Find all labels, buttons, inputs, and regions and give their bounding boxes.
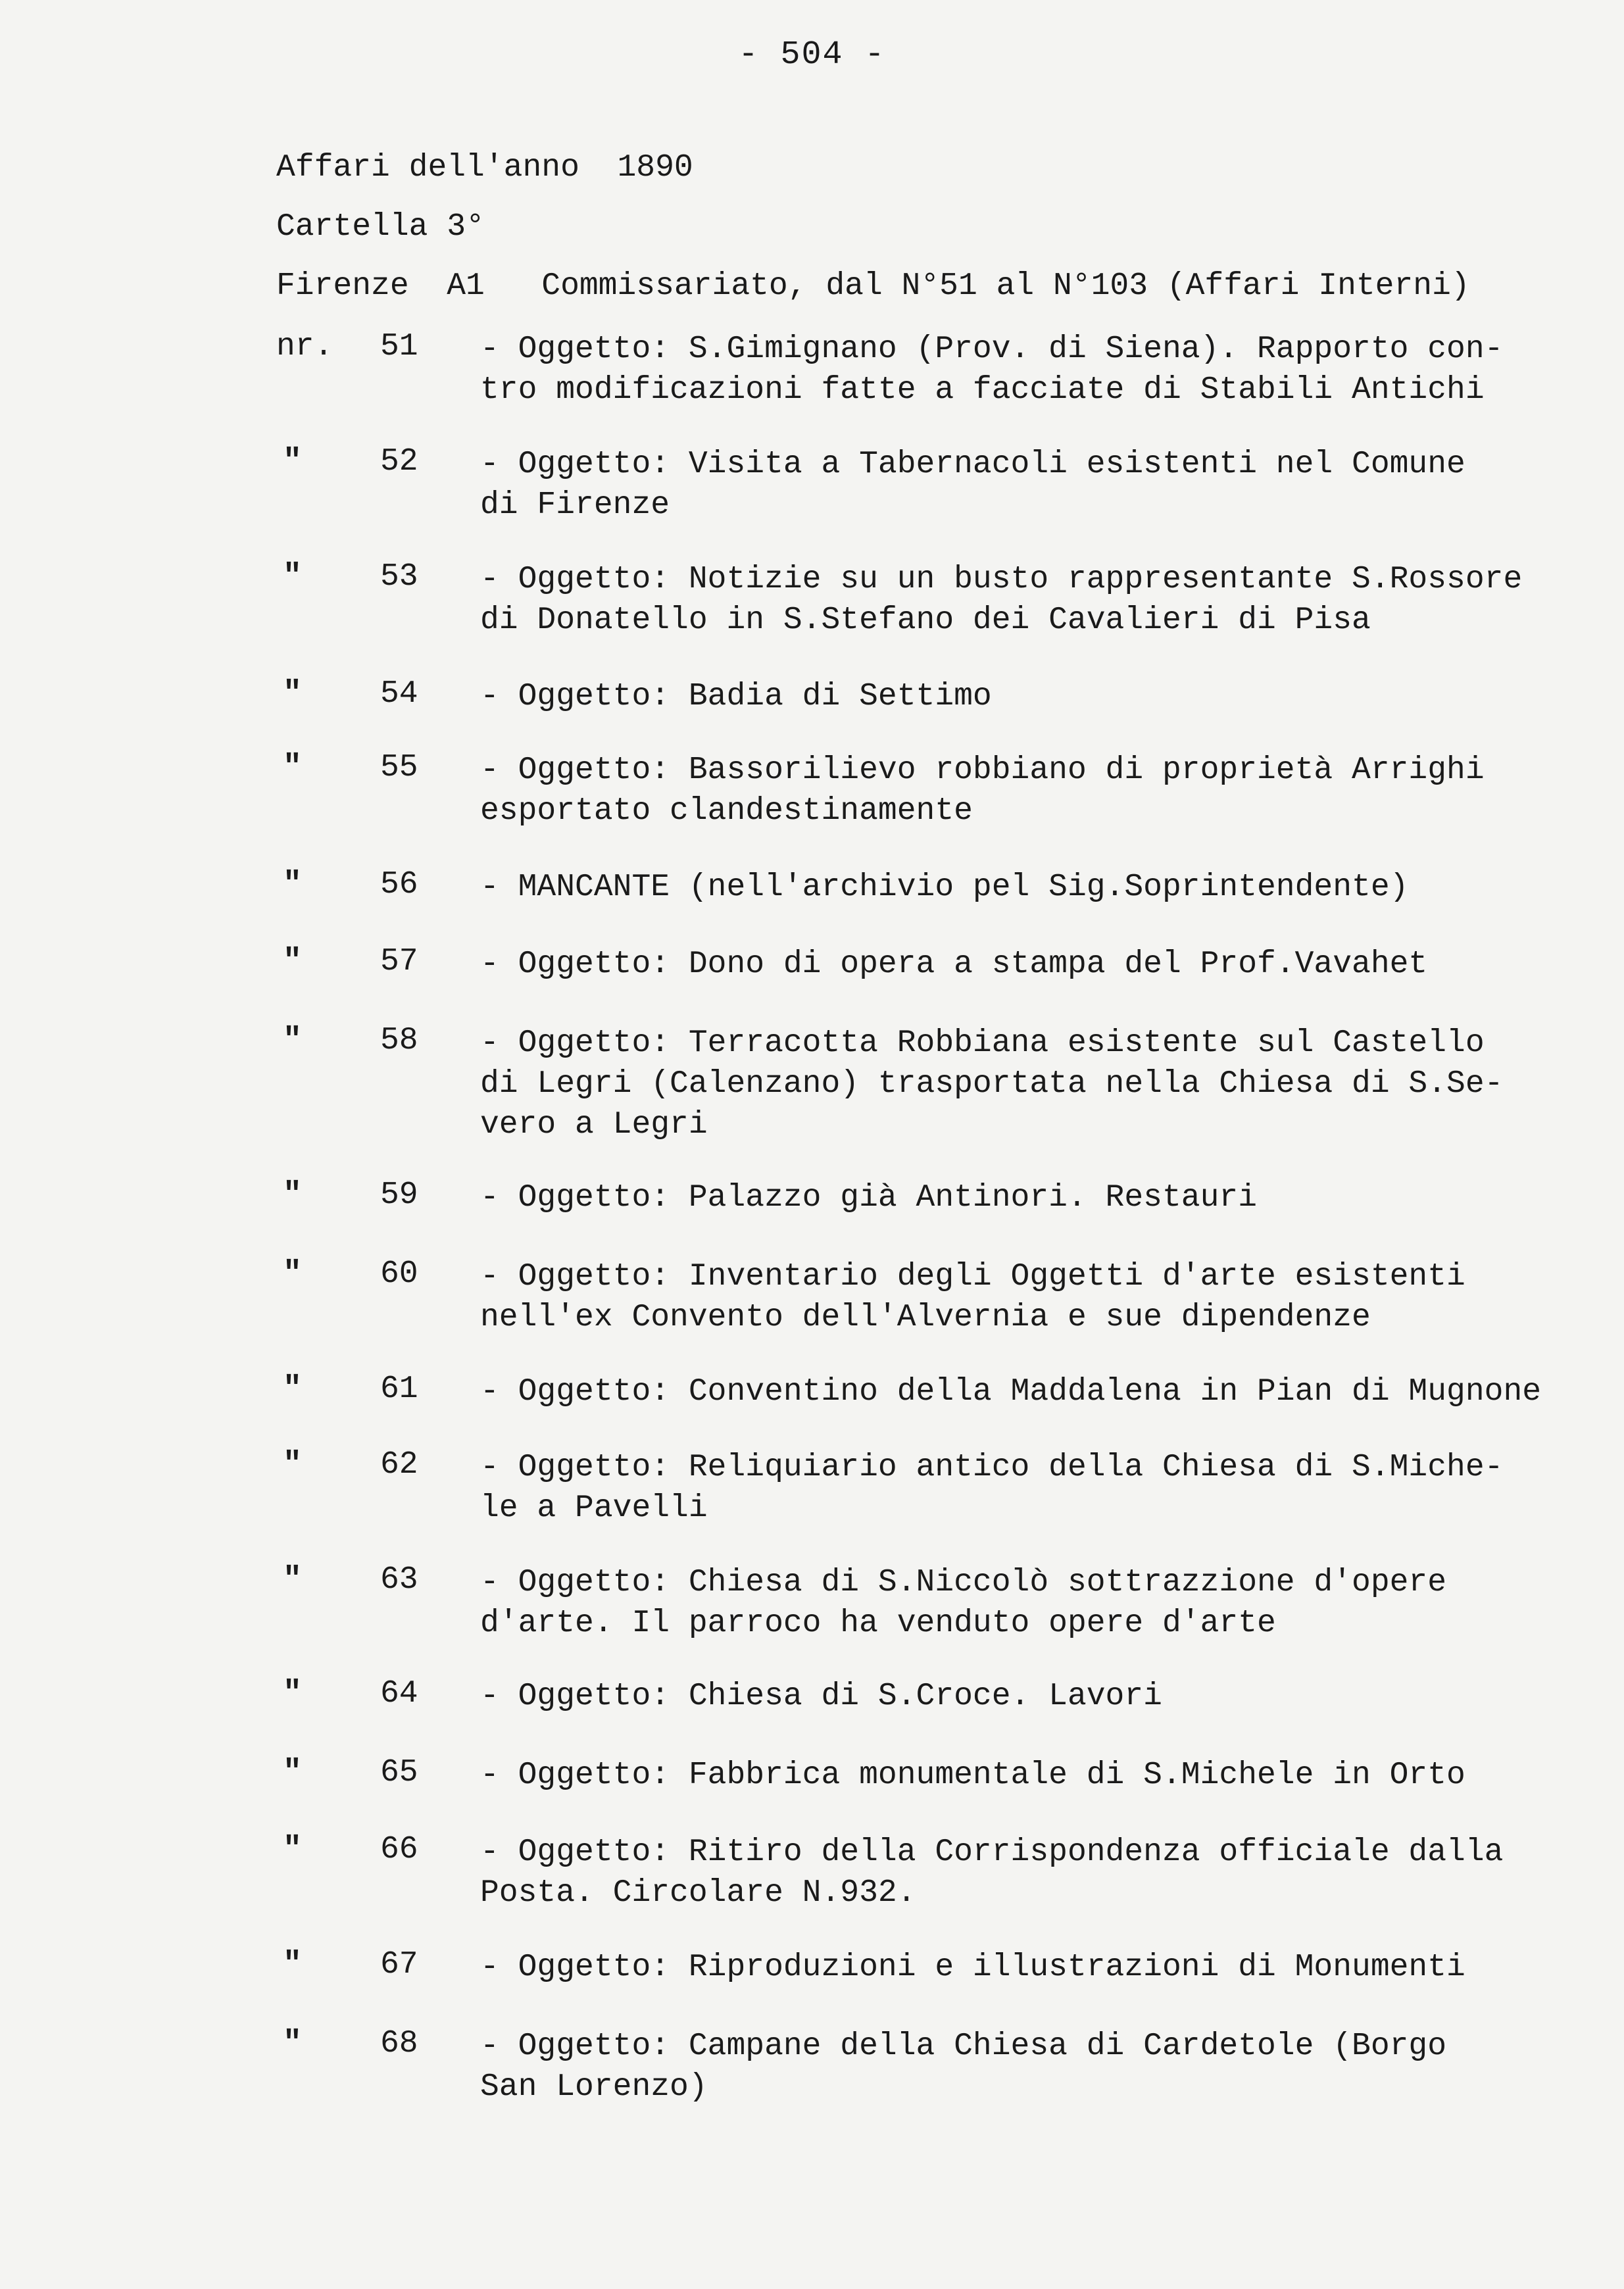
entry-number: 56 <box>380 867 418 902</box>
entry-subject: - Oggetto: Dono di opera a stampa del Prof.Vavahet <box>480 947 1428 982</box>
entry-number: 63 <box>380 1562 418 1598</box>
page-number: - 504 - <box>738 36 886 74</box>
entry-ditto-mark: nr. <box>276 329 333 364</box>
entry-number: 60 <box>380 1256 418 1292</box>
entry-ditto-mark: " <box>283 1755 302 1790</box>
entry-subject: - Oggetto: Reliquiario antico della Chiesa di S.Miche- le a Pavelli <box>480 1450 1504 1526</box>
entry-number: 52 <box>380 444 418 480</box>
entry-ditto-mark: " <box>283 1371 302 1407</box>
entry-number: 54 <box>380 676 418 712</box>
entry-ditto-mark: " <box>283 444 302 480</box>
entry-subject: - Oggetto: Bassorilievo robbiano di proprietà Arrighi esportato clandestinamente <box>480 752 1485 829</box>
entry-subject: - Oggetto: Visita a Tabernacoli esistenti nel Comune di Firenze <box>480 447 1465 523</box>
entry-subject: - Oggetto: Terracotta Robbiana esistente sul Castello di Legri (Calenzano) trasportata nella Chiesa di S.Se- vero a Legri <box>480 1025 1504 1143</box>
entry-number: 61 <box>380 1371 418 1407</box>
entry-number: 53 <box>380 559 418 595</box>
entry-number: 55 <box>380 750 418 785</box>
entry-subject: - Oggetto: Campane della Chiesa di Cardetole (Borgo San Lorenzo) <box>480 2029 1447 2105</box>
entry-ditto-mark: " <box>283 2026 302 2061</box>
entry-ditto-mark: " <box>283 1947 302 1982</box>
entry-ditto-mark: " <box>283 1562 302 1598</box>
entry-subject: - Oggetto: Chiesa di S.Niccolò sottrazzione d'opere d'arte. Il parroco ha venduto opere d'arte <box>480 1565 1447 1641</box>
entry-number: 64 <box>380 1676 418 1711</box>
entry-ditto-mark: " <box>283 1177 302 1213</box>
entry-subject: - Oggetto: Chiesa di S.Croce. Lavori <box>480 1679 1162 1714</box>
entry-number: 66 <box>380 1832 418 1867</box>
entry-subject: - Oggetto: S.Gimignano (Prov. di Siena). Rapporto con- tro modificazioni fatte a facciate di Stabili Antichi <box>480 332 1504 408</box>
entry-ditto-mark: " <box>283 750 302 785</box>
entry-subject: - Oggetto: Inventario degli Oggetti d'arte esistenti nell'ex Convento dell'Alvernia e sue dipendenze <box>480 1259 1465 1335</box>
entry-ditto-mark: " <box>283 559 302 595</box>
entry-number: 51 <box>380 329 418 364</box>
header-office: Firenze A1 Commissariato, dal N°51 al N°103 (Affari Interni) <box>276 268 1470 304</box>
entry-ditto-mark: " <box>283 1832 302 1867</box>
entry-number: 65 <box>380 1755 418 1790</box>
entry-subject: - Oggetto: Fabbrica monumentale di S.Michele in Orto <box>480 1758 1465 1793</box>
entry-number: 68 <box>380 2026 418 2061</box>
entry-number: 59 <box>380 1177 418 1213</box>
entry-subject: - Oggetto: Palazzo già Antinori. Restauri <box>480 1180 1257 1216</box>
entry-ditto-mark: " <box>283 1676 302 1711</box>
entry-subject: - Oggetto: Ritiro della Corrispondenza officiale dalla Posta. Circolare N.932. <box>480 1834 1504 1911</box>
entry-ditto-mark: " <box>283 1447 302 1483</box>
header-folder: Cartella 3° <box>276 209 485 245</box>
entry-number: 62 <box>380 1447 418 1483</box>
entry-number: 67 <box>380 1947 418 1982</box>
entry-subject: - Oggetto: Riproduzioni e illustrazioni di Monumenti <box>480 1950 1465 1985</box>
entry-ditto-mark: " <box>283 1023 302 1058</box>
entry-subject: - Oggetto: Notizie su un busto rappresentante S.Rossore di Donatello in S.Stefano dei Cavalieri di Pisa <box>480 562 1523 638</box>
header-year: Affari dell'anno 1890 <box>276 150 693 185</box>
entry-ditto-mark: " <box>283 944 302 979</box>
entry-number: 57 <box>380 944 418 979</box>
entry-ditto-mark: " <box>283 676 302 712</box>
entry-subject: - Oggetto: Badia di Settimo <box>480 679 992 714</box>
entry-ditto-mark: " <box>283 867 302 902</box>
entry-subject: - Oggetto: Conventino della Maddalena in Pian di Mugnone <box>480 1374 1542 1410</box>
entry-ditto-mark: " <box>283 1256 302 1292</box>
entry-subject: - MANCANTE (nell'archivio pel Sig.Soprintendente) <box>480 870 1409 905</box>
entry-number: 58 <box>380 1023 418 1058</box>
